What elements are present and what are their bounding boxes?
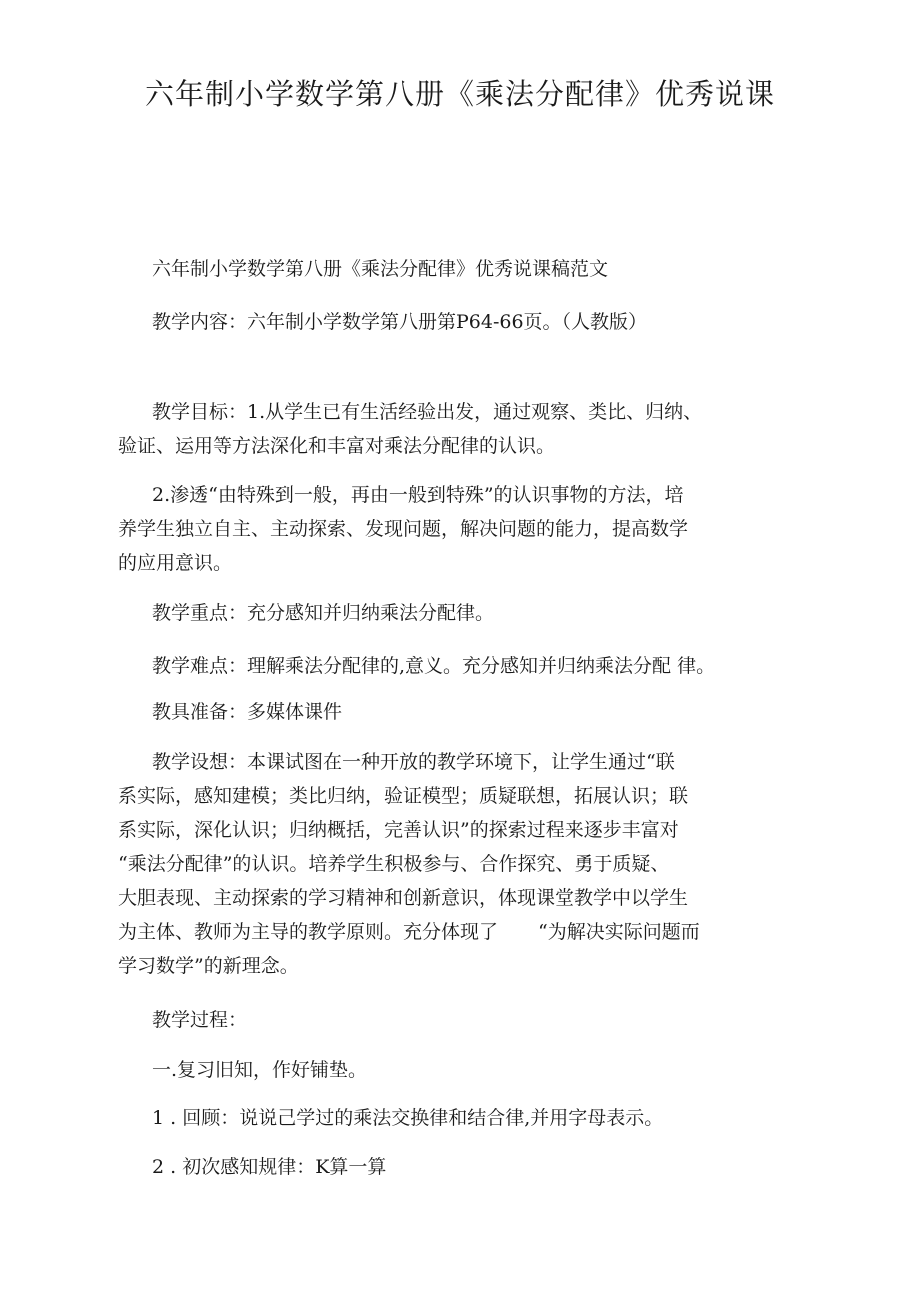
teaching-design xyxy=(118,745,818,983)
teaching-design-line: 教学设想：本课试图在一种开放的教学环境下，让学生通过“联 xyxy=(152,751,675,773)
teaching-design-line: 系实际，深化认识；归纳概括，完善认识”的探索过程来逐步丰富对 xyxy=(118,819,679,841)
teaching-process-heading: 教学过程： xyxy=(152,1009,248,1031)
teaching-goal-2-line: 2.渗透“由特殊到一般，再由一般到特殊”的认识事物的方法，培 xyxy=(152,484,684,506)
teaching-difficulty: 教学难点：理解乘法分配律的,意义。充分感知并归纳乘法分配 律。 xyxy=(152,655,716,677)
teaching-design-line: 系实际，感知建模；类比归纳，验证模型；质疑联想，拓展认识；联 xyxy=(118,785,689,807)
teaching-design-text: 为主体、教师为主导的教学原则。充分体现了 xyxy=(118,921,499,943)
document-title: 六年制小学数学第八册《乘法分配律》优秀说课 xyxy=(144,77,775,111)
teaching-design-line xyxy=(118,915,818,949)
process-step-1: 一.复习旧知，作好铺垫。 xyxy=(152,1059,368,1081)
teaching-goal-2-line: 养学生独立自主、主动探索、发现问题，解决问题的能力，提高数学 xyxy=(118,518,689,540)
teaching-key-point: 教学重点：充分感知并归纳乘法分配律。 xyxy=(152,602,495,624)
document-subtitle: 六年制小学数学第八册《乘法分配律》优秀说课稿范文 xyxy=(152,258,609,280)
teaching-design-quote: “为解决实际问题而 xyxy=(538,921,700,943)
teaching-content: 教学内容：六年制小学数学第八册第P64-66页。（人教版） xyxy=(152,311,648,333)
teaching-goal-1-line: 教学目标：1.从学生已有生活经验出发，通过观察、类比、归纳、 xyxy=(152,401,703,423)
teaching-goal-1 xyxy=(118,395,818,463)
process-step-1-1: 1 . 回顾：说说己学过的乘法交换律和结合律,并用字母表示。 xyxy=(152,1107,664,1129)
teaching-design-line: 学习数学”的新理念。 xyxy=(118,955,299,977)
process-step-1-2: 2 . 初次感知规律：K算一算 xyxy=(152,1156,387,1178)
teaching-goal-1-line: 验证、运用等方法深化和丰富对乘法分配律的认识。 xyxy=(118,435,556,457)
teaching-goal-2 xyxy=(118,478,818,580)
teaching-design-line: 大胆表现、主动探索的学习精神和创新意识，体现课堂教学中以学生 xyxy=(118,887,689,909)
teaching-goal-2-line: 的应用意识。 xyxy=(118,552,233,574)
teaching-design-line: “乘法分配律”的认识。培养学生积极参与、合作探究、勇于质疑、 xyxy=(118,853,670,875)
teaching-tools: 教具准备：多媒体课件 xyxy=(152,701,343,723)
